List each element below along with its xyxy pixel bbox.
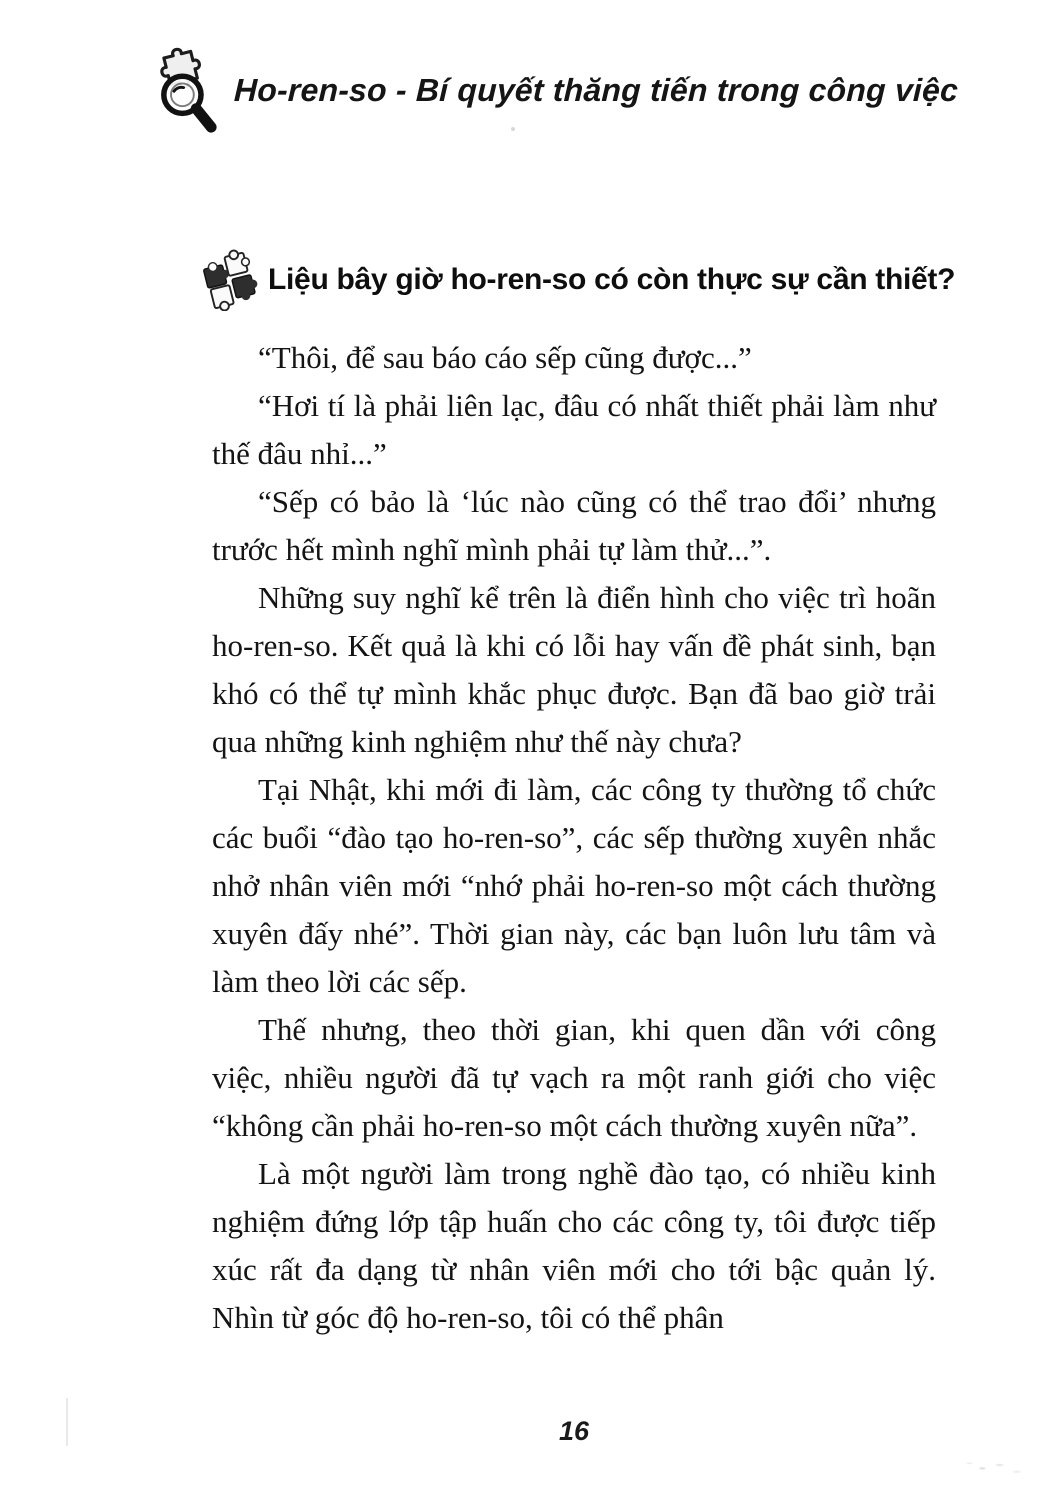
scan-scratch — [66, 1398, 68, 1446]
magnifier-puzzle-icon — [150, 44, 222, 136]
paragraph-1: “Thôi, để sau báo cáo sếp cũng được...” — [258, 339, 752, 375]
running-header-title: Ho-ren-so - Bí quyết thăng tiến trong công việc — [233, 71, 959, 108]
paragraph-3: “Sếp có bảo là ‘lúc nào cũng có thể trao đổi’ nhưng trước hết mình nghĩ mình phải tự làm thử...”. — [212, 483, 936, 567]
paragraph-5: Tại Nhật, khi mới đi làm, các công ty thường tổ chức các buổi “đào tạo ho-ren-so”, các sếp thường xuyên nhắc nhở nhân viên mới “nhớ phải ho-ren-so một cách thường xuyên đấy nhé”. Thời gian này, các bạn luôn lưu tâm và làm theo lời các sếp. — [212, 771, 936, 999]
section-heading-row — [198, 238, 956, 322]
page-number: 16 — [558, 1416, 590, 1446]
section-heading: Liệu bây giờ ho-ren-so có còn thực sự cần thiết? — [268, 262, 956, 296]
scan-speck — [511, 127, 515, 131]
paragraph-4: Những suy nghĩ kể trên là điển hình cho việc trì hoãn ho-ren-so. Kết quả là khi có lỗi hay vấn đề phát sinh, bạn khó có thể tự mình khắc phục được. Bạn đã bao giờ trải qua những kinh nghiệm như thế này chưa? — [212, 579, 936, 759]
content-column — [212, 238, 956, 1342]
body-text — [212, 334, 936, 1342]
scan-smudge — [948, 1448, 1034, 1482]
paragraph-2: “Hơi tí là phải liên lạc, đâu có nhất thiết phải làm như thế đâu nhỉ...” — [212, 387, 936, 471]
puzzle-pieces-icon — [198, 249, 260, 311]
running-header — [150, 44, 958, 136]
paragraph-6: Thế nhưng, theo thời gian, khi quen dần với công việc, nhiều người đã tự vạch ra một ranh giới cho việc “không cần phải ho-ren-so một cách thường xuyên nữa”. — [212, 1011, 936, 1143]
paragraph-7: Là một người làm trong nghề đào tạo, có nhiều kinh nghiệm đứng lớp tập huấn cho các công ty, tôi được tiếp xúc rất đa dạng từ nhân viên mới cho tới bậc quản lý. Nhìn từ góc độ ho-ren-so, tôi có thể phân — [212, 1155, 936, 1335]
